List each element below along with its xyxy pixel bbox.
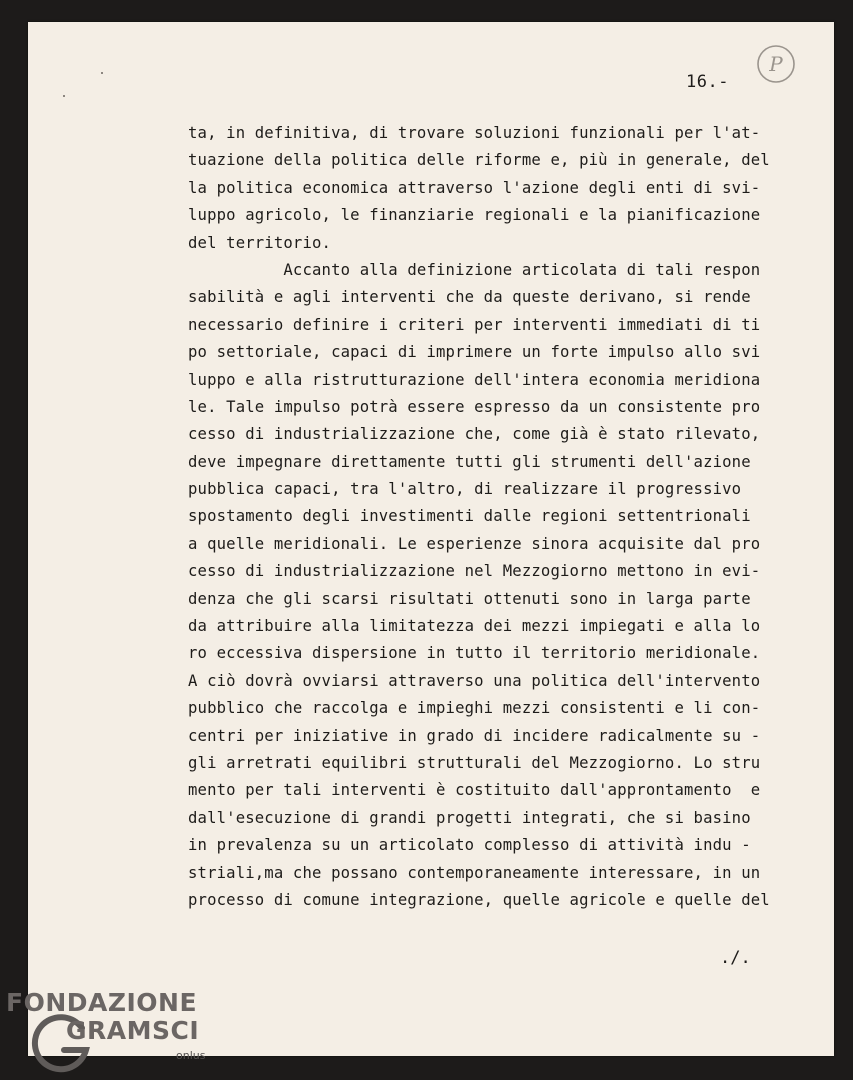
page-number: 16.- [686,72,729,92]
text-line: denza che gli scarsi risultati ottenuti sono in larga parte [188,589,751,608]
paper-speck [101,72,103,74]
text-line: mento per tali interventi è costituito dall'approntamento e [188,781,761,800]
text-line: luppo e alla ristrutturazione dell'intera economia meridiona [188,370,761,389]
text-line: la politica economica attraverso l'azione degli enti di svi- [188,178,761,197]
text-line: in prevalenza su un articolato complesso di attività indu - [188,836,751,855]
text-line: da attribuire alla limitatezza dei mezzi impiegati e alla lo [188,617,761,636]
text-line: cesso di industrializzazione che, come già è stato rilevato, [188,425,761,444]
text-line: Accanto alla definizione articolata di tali respon [188,260,761,279]
text-line: A ciò dovrà ovviarsi attraverso una politica dell'intervento [188,671,761,690]
body-text [188,120,768,914]
text-line: processo di comune integrazione, quelle agricole e quelle del [188,890,770,909]
text-line: pubblico che raccolga e impieghi mezzi consistenti e li con- [188,699,761,718]
text-line: ta, in definitiva, di trovare soluzioni funzionali per l'at- [188,124,761,142]
watermark-line-3: onlus [176,1049,206,1062]
text-line: le. Tale impulso potrà essere espresso da un consistente pro [188,397,761,416]
continuation-mark: ./. [720,948,751,968]
paper-speck [63,95,65,97]
text-line: striali,ma che possano contemporaneamente interessare, in un [188,863,761,882]
text-line: pubblica capaci, tra l'altro, di realizzare il progressivo [188,480,742,499]
text-line: del territorio. [188,233,332,252]
archive-stamp-icon [755,43,797,85]
text-line: sabilità e agli interventi che da queste derivano, si rende [188,288,751,307]
text-line: gli arretrati equilibri strutturali del Mezzogiorno. Lo stru [188,753,761,772]
text-line: necessario definire i criteri per interventi immediati di ti [188,315,761,334]
stamp-glyph: P [769,52,783,76]
text-line: spostamento degli investimenti dalle regioni settentrionali [188,507,751,526]
fondazione-gramsci-watermark [4,986,214,1080]
text-line: ro eccessiva dispersione in tutto il territorio meridionale. [188,644,761,663]
text-line: deve impegnare direttamente tutti gli strumenti dell'azione [188,452,751,471]
text-line: luppo agricolo, le finanziarie regionali e la pianificazione [188,206,761,225]
text-line: cesso di industrializzazione nel Mezzogiorno mettono in evi- [188,562,761,581]
watermark-line-1: FONDAZIONE [6,988,198,1017]
watermark-line-2: GRAMSCI [66,1016,200,1045]
text-line: tuazione della politica delle riforme e, più in generale, del [188,151,770,170]
text-line: a quelle meridionali. Le esperienze sinora acquisite dal pro [188,534,761,553]
text-line: dall'esecuzione di grandi progetti integrati, che si basino [188,808,751,827]
text-line: po settoriale, capaci di imprimere un forte impulso allo svi [188,343,761,362]
text-line: centri per iniziative in grado di incidere radicalmente su - [188,726,761,745]
